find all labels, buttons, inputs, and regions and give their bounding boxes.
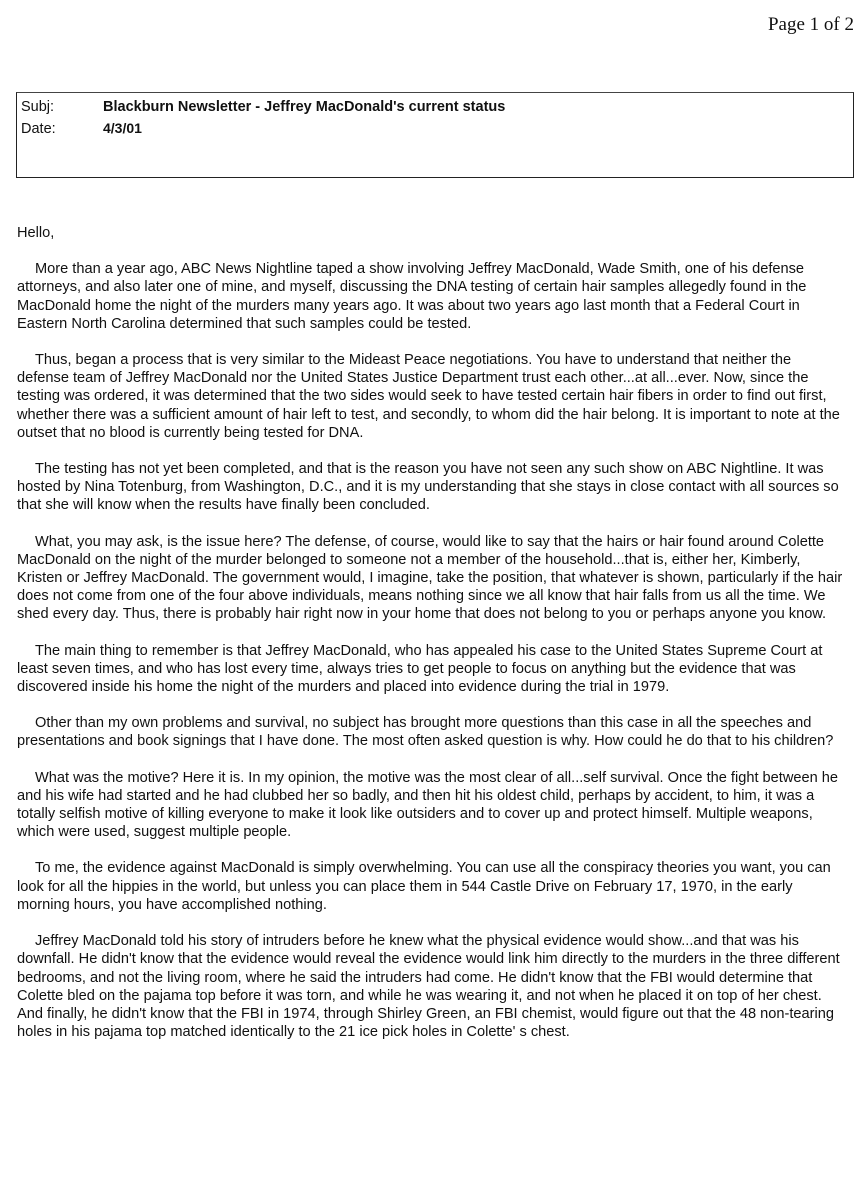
paragraph: Thus, began a process that is very similar to the Mideast Peace negotiations. You have to understand that neither the defense team of Jeffrey MacDonald nor the United States Justice Department trust each other...at all...ever. Now, since the testing was ordered, it was determined that the two sides would seek to have tested certain hair fibers in order to find out first, whether there was a sufficient amount of hair left to test, and secondly, to whom did the hair belong. It is important to note at the outset that no blood is currently being tested for DNA. [17,352,840,441]
paragraph: Jeffrey MacDonald told his story of intruders before he knew what the physical evidence would show...and that was his downfall. He didn't know that the evidence would reveal the evidence would link him directly to the murders in the three different bedrooms, and not the living room, where he said the intruders had come. He didn't know that the FBI would determine that Colette bled on the pajama top before it was torn, and while he was wearing it, and not when he placed it on top of her chest. And finally, he didn't know that the FBI in 1974, through Shirley Green, an FBI chemist, would figure out that the 48 non-tearing holes in his pajama top matched identically to the 21 ice pick holes in Colette' s chest. [17,933,840,1041]
paragraph: The testing has not yet been completed, and that is the reason you have not seen any such show on ABC Nightline. It was hosted by Nina Totenburg, from Washington, D.C., and it is my understanding that she stays in close contact with all sources so that she will know when the results have finally been concluded. [17,461,839,514]
date-value: 4/3/01 [103,120,142,136]
date-label: Date: [21,121,56,137]
paragraph: The main thing to remember is that Jeffrey MacDonald, who has appealed his case to the United States Supreme Court at least seven times, and who has lost every time, always tries to get people to focus on anything but the evidence that was discovered inside his home the night of the murders and placed into evidence during the trial in 1979. [17,642,823,696]
paragraph: More than a year ago, ABC News Nightline taped a show involving Jeffrey MacDonald, Wade Smith, one of his defense attorneys, and also later one of mine, and myself, discussing the DNA testing of certain hair samples allegedly found in the MacDonald home the night of the murders many years ago. It was about two years ago last month that a Federal Court in Eastern North Carolina determined that such samples could be tested. [17,261,807,332]
email-header-box [16,92,854,178]
page-number: Page 1 of 2 [767,14,854,35]
subject-row [21,98,505,116]
letter-body [17,224,843,1059]
paragraph: What was the motive? Here it is. In my opinion, the motive was the most clear of all...self survival. Once the fight between he and his wife had started and he had clubbed her so badly, and then hit his oldest child, perhaps by accident, to him, it was a totally selfish motive of killing everyone to make it look like outsiders and to cover up and protect himself. Multiple weapons, which were used, suggest multiple people. [17,769,839,841]
paragraph: Other than my own problems and survival, no subject has brought more questions than this case in all the speeches and presentations and book signings that I have done. The most often asked question is why. How could he do that to his children? [17,715,834,750]
greeting: Hello, [17,225,55,241]
subject-value: Blackburn Newsletter - Jeffrey MacDonald's current status [103,99,506,115]
paragraph: To me, the evidence against MacDonald is simply overwhelming. You can use all the conspiracy theories you want, you can look for all the hippies in the world, but unless you can place them in 544 Castle Drive on February 17, 1970, in the early morning hours, you have accomplished nothing. [17,860,831,913]
date-row [21,119,142,138]
subject-label: Subj: [21,99,55,115]
paragraph: What, you may ask, is the issue here? The defense, of course, would like to say that the hairs or hair found around Colette MacDonald on the night of the murder belonged to someone not a member of the household...that is, either her, Kimberly, Kristen or Jeffrey MacDonald. The government would, I imagine, take the position, that whatever is shown, particularly if the hair does not come from one of the four above individuals, means nothing since we all know that hair falls from us all the time. We shed every day. Thus, there is probably hair right now in your home that does not belong to you or perhaps anyone you know. [17,533,843,623]
